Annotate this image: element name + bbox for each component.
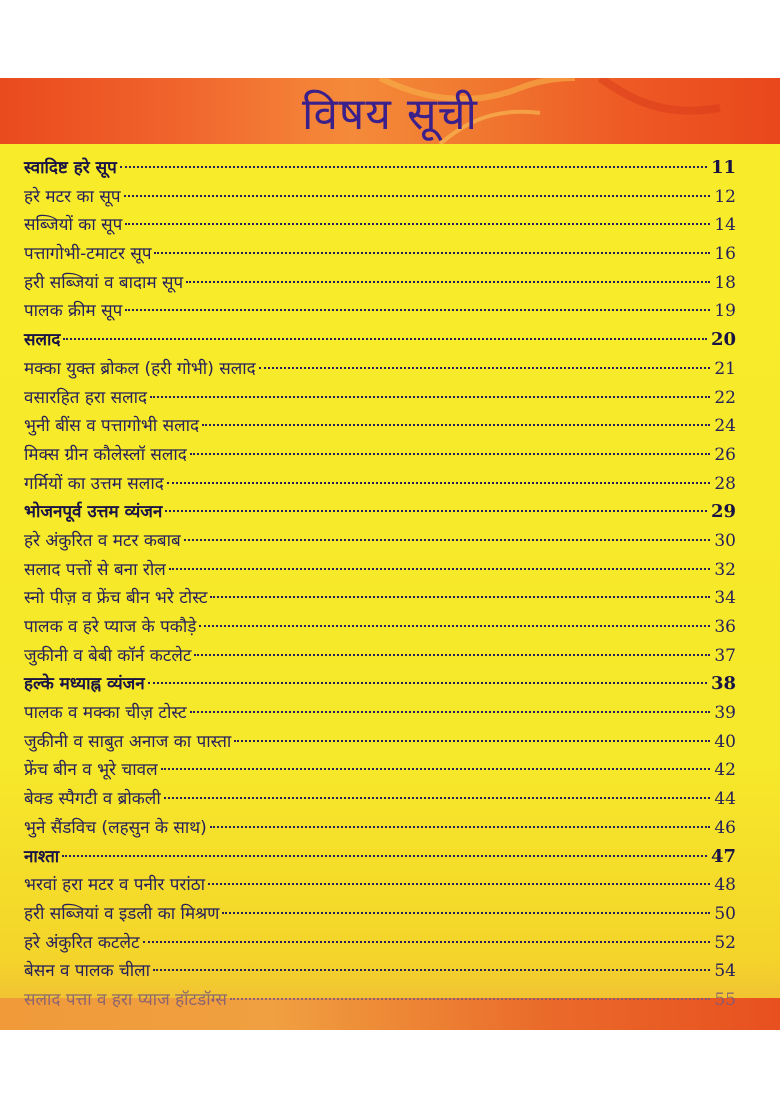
page-number: 14 <box>714 215 736 236</box>
entry-title: बेक्ड स्पैगटी व ब्रोकली <box>24 789 161 810</box>
dot-leader <box>143 941 711 943</box>
dot-leader <box>259 367 711 369</box>
page-number: 24 <box>714 416 736 437</box>
dot-leader <box>230 998 710 1000</box>
entry-title: भोजनपूर्व उत्तम व्यंजन <box>24 502 163 523</box>
entry-title: स्वादिष्ट हरे सूप <box>24 158 117 178</box>
page-number: 18 <box>714 272 736 293</box>
entry-title: स्नो पीज़ व फ्रेंच बीन भरे टोस्ट <box>24 588 208 609</box>
page-number: 46 <box>714 817 736 838</box>
dot-leader <box>169 568 711 570</box>
entry-title: हरी सब्जियां व इडली का मिश्रण <box>24 903 220 924</box>
toc-entry <box>24 642 736 671</box>
toc-entry <box>24 871 736 900</box>
page-number: 26 <box>714 444 736 465</box>
dot-leader <box>222 912 710 914</box>
toc-entry <box>24 297 736 326</box>
page-number: 30 <box>714 530 736 551</box>
toc-entry <box>24 269 736 298</box>
page-number: 52 <box>714 932 736 953</box>
entry-title: नाश्ता <box>24 846 60 867</box>
dot-leader <box>150 396 710 398</box>
entry-title: जुकीनी व साबुत अनाज का पास्ता <box>24 731 232 752</box>
entry-title: फ्रेंच बीन व भूरे चावल <box>24 760 158 781</box>
toc-entry <box>24 556 736 585</box>
entry-title: हरी सब्जियां व बादाम सूप <box>24 272 184 293</box>
dot-leader <box>210 826 711 828</box>
toc-entry <box>24 183 736 212</box>
page-title: विषय सूची <box>302 89 478 140</box>
dot-leader <box>148 682 707 684</box>
entry-title: पत्तागोभी-टमाटर सूप <box>24 244 152 265</box>
dot-leader <box>120 166 707 168</box>
toc-entry <box>24 900 736 929</box>
page-number: 22 <box>714 387 736 408</box>
dot-leader <box>63 338 706 340</box>
dot-leader <box>190 453 711 455</box>
toc-entry <box>24 957 736 986</box>
toc-section-heading <box>24 326 736 355</box>
toc-entry <box>24 929 736 958</box>
dot-leader <box>194 654 710 656</box>
toc-entry <box>24 699 736 728</box>
toc-section-heading <box>24 670 736 699</box>
entry-title: सलाद पत्ता व हरा प्याज हॉटडॉग्स <box>24 989 227 1010</box>
dot-leader <box>184 539 711 541</box>
entry-title: सलाद <box>24 330 61 351</box>
page-number: 55 <box>714 989 736 1010</box>
page-number: 32 <box>714 559 736 580</box>
contents-page <box>0 78 780 1030</box>
page-number: 47 <box>710 845 736 867</box>
dot-leader <box>124 195 711 197</box>
dot-leader <box>164 797 711 799</box>
toc-list <box>24 154 736 1015</box>
page-number: 16 <box>714 244 736 265</box>
toc-section-heading <box>24 154 736 183</box>
dot-leader <box>202 424 710 426</box>
page-number: 37 <box>714 645 736 666</box>
entry-title: हल्के मध्याह्न व्यंजन <box>24 674 145 695</box>
toc-section-heading <box>24 843 736 872</box>
entry-title: हरे मटर का सूप <box>24 186 121 207</box>
page-number: 11 <box>710 157 736 178</box>
toc-entry <box>24 728 736 757</box>
toc-entry <box>24 240 736 269</box>
page-number: 36 <box>714 617 736 637</box>
entry-title: हरे अंकुरित व मटर कबाब <box>24 530 181 551</box>
entry-title: सब्जियों का सूप <box>24 215 123 236</box>
dot-leader <box>125 223 710 225</box>
page-number: 20 <box>710 329 736 351</box>
toc-entry <box>24 986 736 1015</box>
dot-leader <box>154 252 710 254</box>
toc-entry <box>24 211 736 240</box>
dot-leader <box>167 482 711 484</box>
toc-entry <box>24 384 736 413</box>
dot-leader <box>208 883 710 885</box>
entry-title: गर्मियों का उत्तम सलाद <box>24 473 164 494</box>
dot-leader <box>125 309 710 311</box>
page-number: 54 <box>714 961 736 982</box>
dot-leader <box>161 768 711 770</box>
toc-entry <box>24 613 736 642</box>
entry-title: भरवां हरा मटर व पनीर परांठा <box>24 875 206 896</box>
page-number: 28 <box>714 473 736 494</box>
toc-entry <box>24 527 736 556</box>
dot-leader <box>62 855 707 857</box>
entry-title: पालक व मक्का चीज़ टोस्ट <box>24 703 187 724</box>
entry-title: सलाद पत्तों से बना रोल <box>24 559 166 580</box>
entry-title: वसारहित हरा सलाद <box>24 387 148 408</box>
page-number: 39 <box>714 703 736 724</box>
entry-title: जुकीनी व बेबी कॉर्न कटलेट <box>24 645 192 666</box>
dot-leader <box>199 625 710 627</box>
dot-leader <box>234 740 710 742</box>
toc-entry <box>24 584 736 613</box>
page-number: 21 <box>714 358 736 379</box>
toc-entry <box>24 470 736 499</box>
entry-title: हरे अंकुरित कटलेट <box>24 932 140 953</box>
page-number: 38 <box>710 673 736 695</box>
entry-title: मिक्स ग्रीन कौलेस्लॉ सलाद <box>24 444 187 465</box>
toc-section-heading <box>24 498 736 527</box>
entry-title: मक्का युक्त ब्रोकल (हरी गोभी) सलाद <box>24 358 256 379</box>
toc-entry <box>24 785 736 814</box>
entry-title: बेसन व पालक चीला <box>24 961 151 982</box>
dot-leader <box>186 281 710 283</box>
toc-entry <box>24 756 736 785</box>
page-number: 48 <box>714 875 736 896</box>
toc-entry <box>24 814 736 843</box>
page-number: 50 <box>714 903 736 924</box>
page-number: 19 <box>714 301 736 322</box>
dot-leader <box>210 596 710 598</box>
page-number: 12 <box>714 186 736 207</box>
entry-title: भुनी बींस व पत्तागोभी सलाद <box>24 416 200 437</box>
page-number: 42 <box>714 760 736 781</box>
toc-entry <box>24 355 736 384</box>
entry-title: भुने सैंडविच (लहसुन के साथ) <box>24 817 207 838</box>
toc-entry <box>24 412 736 441</box>
page-number: 29 <box>710 501 736 523</box>
dot-leader <box>165 510 707 512</box>
toc-entry <box>24 441 736 470</box>
entry-title: पालक क्रीम सूप <box>24 301 123 322</box>
page-number: 40 <box>714 731 736 752</box>
dot-leader <box>153 969 710 971</box>
dot-leader <box>190 711 711 713</box>
page-number: 34 <box>714 588 736 609</box>
entry-title: पालक व हरे प्याज के पकौड़े <box>24 617 197 637</box>
page-number: 44 <box>714 789 736 810</box>
